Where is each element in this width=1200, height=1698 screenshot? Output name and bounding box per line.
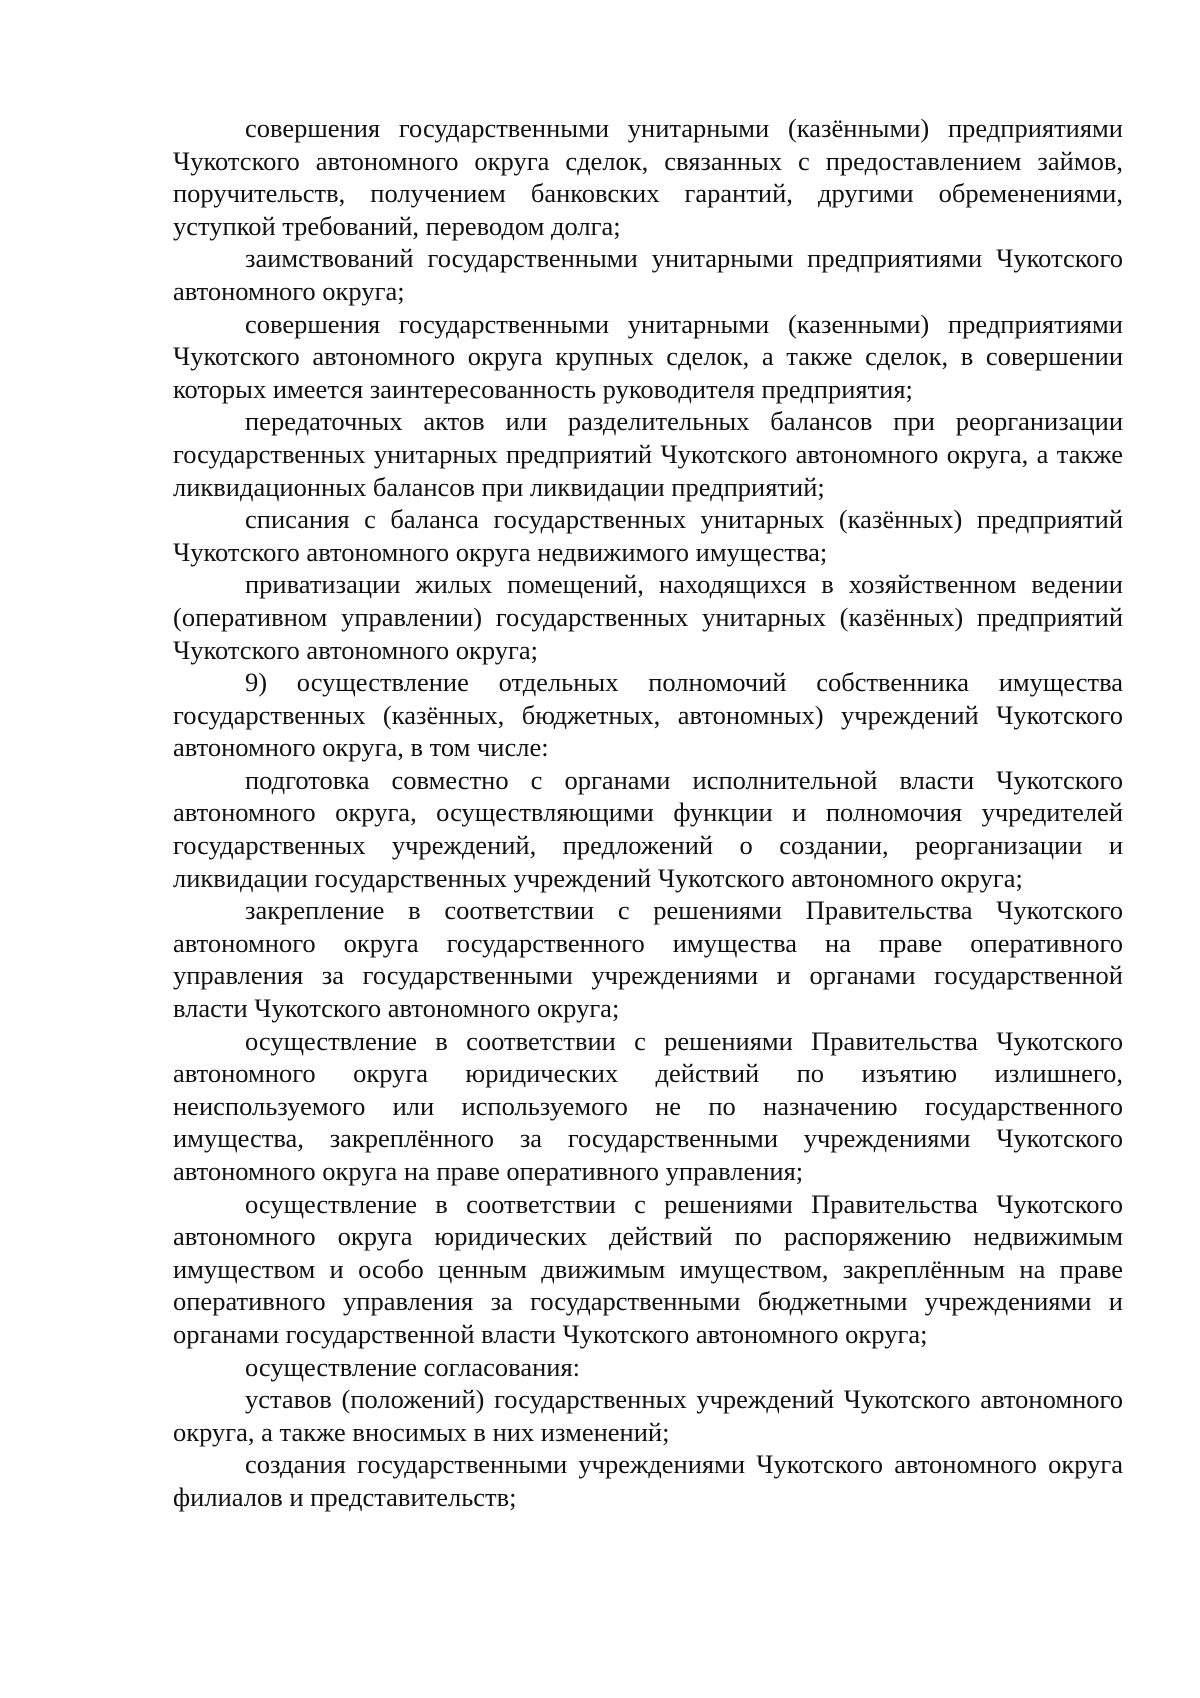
paragraph-disposal: осуществление в соответствии с решениями Правительства Чукотского автономного округа юридических действий по распоряжению недвижимым имуществом и особо ценным движимым имуществом, закреплённым на праве оперативного управления за государственными бюджетными учреждениями и органами государственной власти Чукотского автономного округа; [173, 1188, 1123, 1349]
paragraph-write-off: списания с баланса государственных унитарных (казённых) предприятий Чукотского автономного округа недвижимого имущества; [173, 504, 1123, 567]
paragraph-transfer-acts: передаточных актов или разделительных балансов при реорганизации государственных унитарных предприятий Чукотского автономного округа, а также ликвидационных балансов при ликвидации предприятий; [173, 406, 1123, 502]
paragraph-branches: создания государственными учреждениями Чукотского автономного округа филиалов и представительств; [173, 1449, 1123, 1512]
paragraph-approval: осуществление согласования: [245, 1351, 581, 1382]
paragraph-charters: уставов (положений) государственных учреждений Чукотского автономного округа, а также вносимых в них изменений; [173, 1384, 1123, 1447]
paragraph-borrowings: заимствований государственными унитарными предприятиями Чукотского автономного округа; [173, 243, 1123, 306]
paragraph-preparation: подготовка совместно с органами исполнительной власти Чукотского автономного округа, осуществляющими функции и полномочия учредителей государственных учреждений, предложений о создании, реорганизации и ликвидации государственных учреждений Чукотского автономного округа; [173, 764, 1123, 893]
paragraph-major-transactions: совершения государственными унитарными (казенными) предприятиями Чукотского автономного округа крупных сделок, а также сделок, в совершении которых имеется заинтересованность руководителя предприятия; [173, 308, 1123, 404]
paragraph-transactions-loans: совершения государственными унитарными (казёнными) предприятиями Чукотского автономного округа сделок, связанных с предоставлением займов, поручительств, получением банковских гарантий, другими обременениями, уступкой требований, переводом долга; [173, 113, 1123, 241]
paragraph-item-9: 9) осуществление отдельных полномочий собственника имущества государственных (казённых, бюджетных, автономных) учреждений Чукотского автономного округа, в том числе: [173, 667, 1123, 763]
paragraph-privatization: приватизации жилых помещений, находящихся в хозяйственном ведении (оперативном управлении) государственных унитарных (казённых) предприятий Чукотского автономного округа; [173, 569, 1123, 665]
paragraph-assignment: закрепление в соответствии с решениями Правительства Чукотского автономного округа государственного имущества на праве оперативного управления за государственными учреждениями и органами государственной власти Чукотского автономного округа; [173, 895, 1123, 1024]
paragraph-seizure: осуществление в соответствии с решениями Правительства Чукотского автономного округа юридических действий по изъятию излишнего, неиспользуемого или используемого не по назначению государственного имущества, закреплённого за государственными учреждениями Чукотского автономного округа на праве оперативного управления; [173, 1025, 1123, 1186]
document-body [173, 112, 1123, 1514]
